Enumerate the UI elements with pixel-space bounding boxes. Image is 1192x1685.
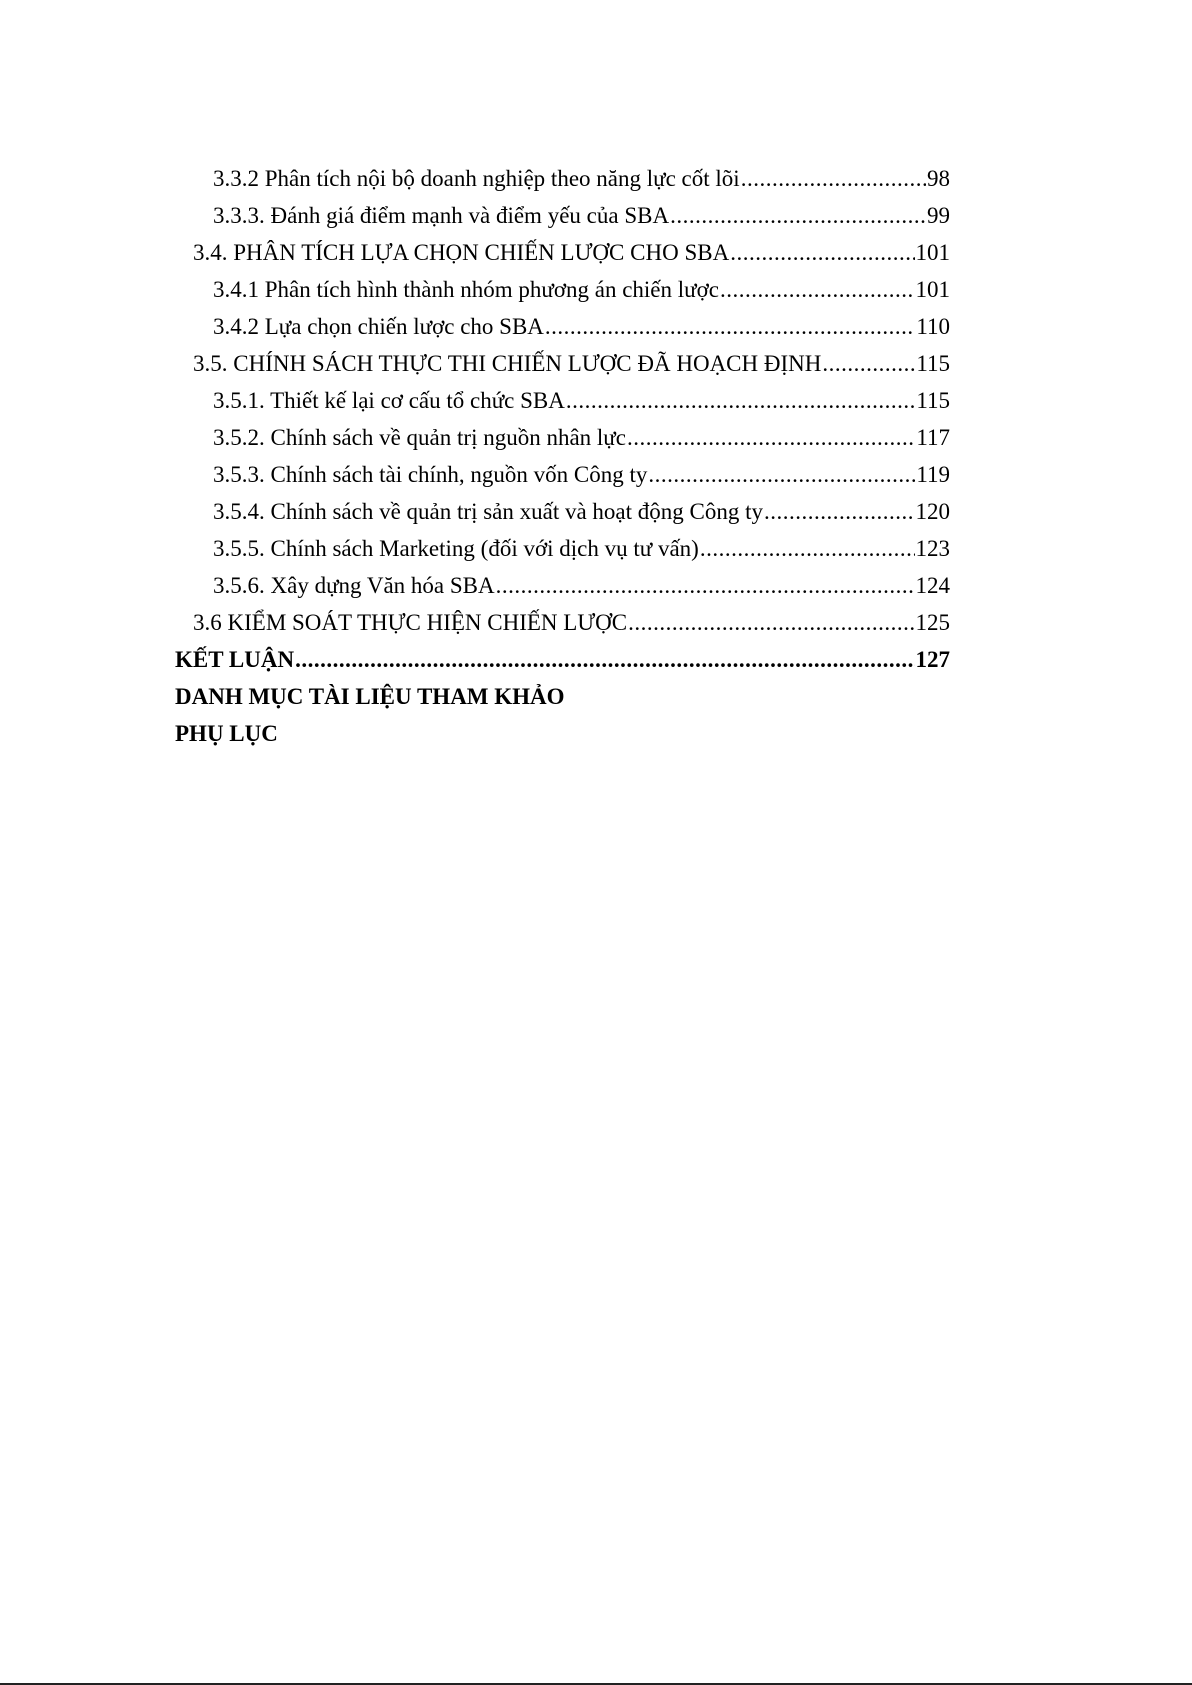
toc-entry[interactable]	[175, 308, 950, 345]
toc-entry-page: 99	[927, 203, 950, 228]
dot-leader	[566, 382, 915, 419]
toc-entry[interactable]	[175, 493, 950, 530]
dot-leader	[741, 160, 926, 197]
dot-leader	[730, 234, 914, 271]
toc-entry-label: 3.6 KIỂM SOÁT THỰC HIỆN CHIẾN LƯỢC	[193, 610, 628, 635]
toc-entry-page: 115	[916, 388, 950, 413]
toc-entry[interactable]	[175, 567, 950, 604]
dot-leader	[545, 308, 915, 345]
toc-entry-page: 124	[915, 573, 950, 598]
toc-entry[interactable]	[175, 604, 950, 641]
dot-leader	[496, 567, 915, 604]
toc-entry[interactable]	[175, 234, 950, 271]
toc-entry-page: 117	[916, 425, 950, 450]
dot-leader	[822, 345, 915, 382]
toc-entry[interactable]	[175, 419, 950, 456]
toc-entry-page: 110	[916, 314, 950, 339]
toc-entry[interactable]	[175, 715, 950, 752]
toc-entry[interactable]	[175, 160, 950, 197]
toc-entry-label: 3.3.2 Phân tích nội bộ doanh nghiệp theo năng lực cốt lõi	[213, 166, 740, 191]
toc-entry-label: 3.5.4. Chính sách về quản trị sản xuất và hoạt động Công ty	[213, 499, 764, 524]
toc-entry-label: 3.5.1. Thiết kế lại cơ cấu tổ chức SBA	[213, 388, 565, 413]
toc-entry-label: KẾT LUẬN	[175, 647, 295, 672]
toc-entry[interactable]	[175, 530, 950, 567]
dot-leader	[648, 456, 915, 493]
toc-entry-page: 119	[916, 462, 950, 487]
toc-entry-page: 123	[915, 536, 950, 561]
dot-leader	[295, 641, 914, 678]
table-of-contents	[175, 160, 950, 752]
toc-entry-label: DANH MỤC TÀI LIỆU THAM KHẢO	[175, 684, 565, 709]
toc-entry[interactable]	[175, 271, 950, 308]
toc-entry-label: 3.5. CHÍNH SÁCH THỰC THI CHIẾN LƯỢC ĐÃ HOẠCH ĐỊNH	[193, 351, 822, 376]
toc-entry-page: 115	[916, 351, 950, 376]
toc-entry[interactable]	[175, 641, 950, 678]
dot-leader	[627, 419, 915, 456]
toc-entry-label: 3.5.5. Chính sách Marketing (đối với dịch vụ tư vấn)	[213, 536, 699, 561]
toc-entry-page: 125	[915, 610, 950, 635]
dot-leader	[764, 493, 914, 530]
toc-entry-label: PHỤ LỤC	[175, 721, 278, 746]
toc-entry-page: 120	[915, 499, 950, 524]
toc-entry-label: 3.5.2. Chính sách về quản trị nguồn nhân lực	[213, 425, 626, 450]
dot-leader	[720, 271, 915, 308]
toc-entry-label: 3.4.2 Lựa chọn chiến lược cho SBA	[213, 314, 544, 339]
dot-leader	[670, 197, 926, 234]
toc-entry[interactable]	[175, 678, 950, 715]
toc-entry-label: 3.5.3. Chính sách tài chính, nguồn vốn Công ty	[213, 462, 648, 487]
toc-entry[interactable]	[175, 197, 950, 234]
toc-entry-label: 3.4.1 Phân tích hình thành nhóm phương án chiến lược	[213, 277, 719, 302]
toc-entry-label: 3.5.6. Xây dựng Văn hóa SBA	[213, 573, 495, 598]
dot-leader	[700, 530, 915, 567]
toc-entry[interactable]	[175, 345, 950, 382]
toc-entry-label: 3.3.3. Đánh giá điểm mạnh và điểm yếu của SBA	[213, 203, 670, 228]
toc-entry-page: 127	[915, 647, 950, 672]
toc-entry[interactable]	[175, 382, 950, 419]
toc-entry-page: 101	[915, 277, 950, 302]
toc-entry-page: 101	[915, 240, 950, 265]
toc-entry-label: 3.4. PHÂN TÍCH LỰA CHỌN CHIẾN LƯỢC CHO SBA	[193, 240, 730, 265]
toc-entry[interactable]	[175, 456, 950, 493]
dot-leader	[628, 604, 914, 641]
toc-entry-page: 98	[927, 166, 950, 191]
